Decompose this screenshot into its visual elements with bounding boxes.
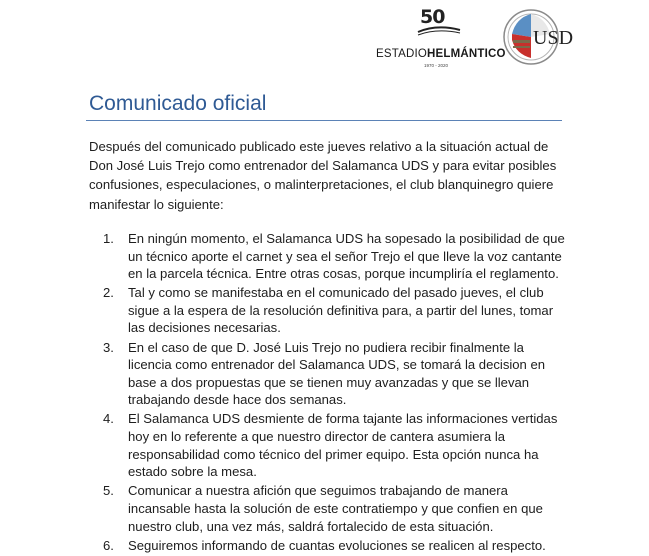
list-item-line: un técnico aporte el carnet y sea el señor Trejo el que lleve la voz cantante bbox=[128, 248, 562, 264]
list-item-line: licencia como entrenador del Salamanca UDS, se tomará la decision en bbox=[128, 357, 546, 373]
header-logos bbox=[0, 0, 649, 80]
stadium-name-bold: HELMÁNTICO bbox=[427, 48, 506, 60]
salamanca-uds-crest bbox=[502, 4, 574, 70]
list-item bbox=[103, 537, 573, 555]
list-item-line: hoy en lo referente a que nuestro director de cantera asumiera la bbox=[128, 429, 506, 445]
list-item-number: 5. bbox=[103, 483, 114, 499]
stadium-arc-icon bbox=[374, 4, 500, 48]
list-item-line: en la parcela técnica. Entre otras cosas, porque incumpliría el reglamento. bbox=[128, 266, 559, 282]
list-item-line: Tal y como se manifestaba en el comunicado del pasado jueves, el club bbox=[128, 285, 544, 301]
list-item bbox=[103, 482, 573, 535]
list-item-line: responsabilidad como técnico del primer equipo. Esta opción nunca ha bbox=[128, 446, 539, 462]
list-item-line: El Salamanca UDS desmiente de forma tajante las informaciones vertidas bbox=[128, 411, 558, 427]
list-item-line: base a dos propuestas que se tienen muy avanzadas y que se llevan bbox=[128, 374, 530, 390]
list-item-line: En ningún momento, el Salamanca UDS ha sopesado la posibilidad de que bbox=[128, 231, 565, 246]
stadium-years: 1970 - 2020 bbox=[424, 63, 449, 68]
list-item bbox=[103, 284, 573, 337]
list-item-line: trabajando desde hace dos semanas. bbox=[128, 392, 347, 408]
list-item bbox=[103, 339, 573, 409]
estadio-helmantico-logo bbox=[374, 4, 506, 70]
title-divider bbox=[86, 120, 562, 121]
list-item-line: Comunicar a nuestra afición que seguimos trabajando de manera bbox=[128, 483, 508, 499]
stadium-name bbox=[376, 48, 506, 60]
list-item-line: Seguiremos informando de cuantas evoluciones se realicen al respecto. bbox=[128, 537, 546, 553]
list-item-number: 3. bbox=[103, 339, 114, 355]
anniversary-number: 50 bbox=[420, 6, 445, 28]
list-item bbox=[103, 230, 573, 283]
list-item-number: 4. bbox=[103, 411, 114, 427]
stadium-name-light: ESTADIO bbox=[376, 48, 428, 60]
list-item-number: 1. bbox=[103, 231, 114, 246]
intro-paragraph bbox=[89, 137, 565, 214]
crest-initials: USD bbox=[533, 27, 574, 49]
list-item-line: estado sobre la mesa. bbox=[128, 464, 257, 480]
list-item-line: nuestro club, una vez más, saldrá fortalecido de esta situación. bbox=[128, 518, 494, 534]
intro-line: Don José Luis Trejo como entrenador del Salamanca UDS y para evitar posibles bbox=[89, 158, 557, 174]
list-item-number: 2. bbox=[103, 285, 114, 301]
list-item-line: las decisiones necesarias. bbox=[128, 320, 281, 336]
list-item-line: En el caso de que D. José Luis Trejo no pudiera recibir finalmente la bbox=[128, 339, 524, 355]
intro-line: Después del comunicado publicado este jueves relativo a la situación actual de bbox=[89, 139, 549, 154]
intro-line: manifestar lo siguiente: bbox=[89, 196, 224, 212]
list-item-line: sigue a la espera de la resolución definitiva para, a partir del lunes, tomar bbox=[128, 302, 554, 318]
list-item-line: incansable hasta la solución de este contratiempo y que confien en que bbox=[128, 500, 543, 516]
statement-list bbox=[103, 230, 573, 556]
intro-line: confusiones, especulaciones, o malinterpretaciones, el club blanquinegro quiere bbox=[89, 177, 554, 193]
list-item bbox=[103, 410, 573, 480]
page-title: Comunicado oficial bbox=[89, 92, 267, 115]
list-item-number: 6. bbox=[103, 537, 114, 553]
